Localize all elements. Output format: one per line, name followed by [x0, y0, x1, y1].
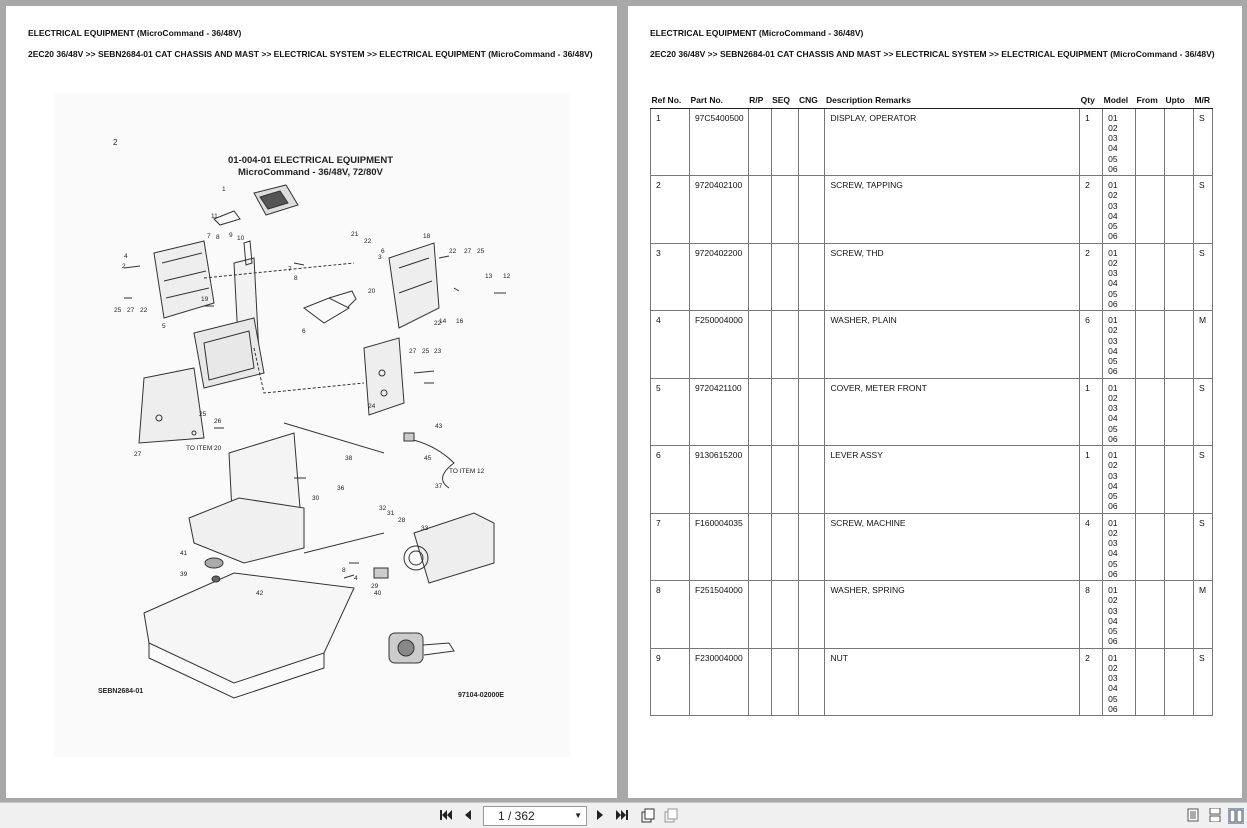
table-row[interactable]	[651, 108, 1213, 176]
cell-model: 01 02 03 04 05 06	[1103, 243, 1136, 311]
table-row[interactable]	[651, 243, 1213, 311]
callout-label: 37	[435, 483, 443, 490]
cell-description: WASHER, SPRING	[825, 581, 1080, 649]
cell-ref: 8	[651, 581, 690, 649]
callout-label: 32	[379, 505, 387, 512]
cell-part-no: 9130615200	[689, 446, 748, 514]
cell-part-no: 9720421100	[689, 378, 748, 446]
col-upto: Upto	[1165, 92, 1194, 108]
cell-seq	[771, 648, 798, 716]
cell-mr: S	[1193, 648, 1212, 716]
callout-label: 19	[201, 296, 209, 303]
breadcrumb: 2EC20 36/48V >> SEBN2684-01 CAT CHASSIS AND MAST >> ELECTRICAL SYSTEM >> ELECTRICAL EQUIPMENT (MicroCommand - 36/48V)	[28, 49, 593, 59]
callout-label: 6	[302, 328, 306, 335]
col-qty: Qty	[1080, 92, 1103, 108]
last-page-icon[interactable]	[614, 808, 630, 824]
cell-upto	[1165, 311, 1194, 379]
cell-ref: 9	[651, 648, 690, 716]
cell-qty: 2	[1080, 176, 1103, 244]
chevron-down-icon: ▼	[574, 811, 582, 820]
two-page-view-icon[interactable]	[1228, 808, 1244, 824]
col-mr: M/R	[1193, 92, 1212, 108]
cell-seq	[771, 108, 798, 176]
cell-model: 01 02 03 04 05 06	[1103, 446, 1136, 514]
callout-label: 25	[477, 248, 485, 255]
col-from: From	[1136, 92, 1165, 108]
callout-label: 8	[216, 234, 220, 241]
callout-label: 22	[449, 248, 457, 255]
callout-label: 45	[424, 455, 432, 462]
callout-label: 23	[434, 348, 442, 355]
callout-label: 22	[140, 307, 148, 314]
table-row[interactable]	[651, 648, 1213, 716]
cell-model: 01 02 03 04 05 06	[1103, 648, 1136, 716]
col-seq: SEQ	[771, 92, 798, 108]
cell-qty: 2	[1080, 648, 1103, 716]
cell-upto	[1165, 446, 1194, 514]
callout-label: TO ITEM 12	[449, 468, 485, 475]
cell-seq	[771, 176, 798, 244]
cell-rp	[748, 108, 771, 176]
cell-part-no: F250004000	[689, 311, 748, 379]
cell-model: 01 02 03 04 05 06	[1103, 311, 1136, 379]
cell-upto	[1165, 108, 1194, 176]
cell-qty: 1	[1080, 446, 1103, 514]
col-cng: CNG	[798, 92, 825, 108]
callout-label: 18	[423, 233, 431, 240]
callout-label: TO ITEM 20	[186, 445, 222, 452]
cell-upto	[1165, 513, 1194, 581]
cell-qty: 8	[1080, 581, 1103, 649]
cell-ref: 3	[651, 243, 690, 311]
cell-from	[1136, 513, 1165, 581]
cell-qty: 1	[1080, 108, 1103, 176]
single-page-view-icon[interactable]	[1186, 808, 1200, 824]
cell-seq	[771, 513, 798, 581]
cell-ref: 1	[651, 108, 690, 176]
cell-model: 01 02 03 04 05 06	[1103, 108, 1136, 176]
table-row[interactable]	[651, 311, 1213, 379]
cell-mr: S	[1193, 378, 1212, 446]
cell-mr: S	[1193, 176, 1212, 244]
cell-rp	[748, 311, 771, 379]
cell-ref: 2	[651, 176, 690, 244]
cell-model: 01 02 03 04 05 06	[1103, 378, 1136, 446]
callout-label: 6	[381, 248, 385, 255]
right-page	[628, 6, 1242, 798]
cell-qty: 4	[1080, 513, 1103, 581]
cell-ref: 7	[651, 513, 690, 581]
cell-part-no: F160004035	[689, 513, 748, 581]
cell-cng	[798, 108, 825, 176]
cell-from	[1136, 581, 1165, 649]
cell-rp	[748, 243, 771, 311]
first-page-icon[interactable]	[438, 808, 454, 824]
cell-part-no: F251504000	[689, 581, 748, 649]
cell-part-no: F230004000	[689, 648, 748, 716]
callout-label: 4	[354, 575, 358, 582]
cell-mr: M	[1193, 311, 1212, 379]
callout-label: 22	[434, 320, 442, 327]
cell-seq	[771, 378, 798, 446]
callout-label: 3	[378, 254, 382, 261]
callout-label: 8	[342, 567, 346, 574]
cell-from	[1136, 446, 1165, 514]
cell-cng	[798, 243, 825, 311]
cell-qty: 2	[1080, 243, 1103, 311]
cell-seq	[771, 446, 798, 514]
cell-cng	[798, 176, 825, 244]
cell-model: 01 02 03 04 05 06	[1103, 176, 1136, 244]
cell-model: 01 02 03 04 05 06	[1103, 581, 1136, 649]
cell-upto	[1165, 176, 1194, 244]
cell-mr: M	[1193, 581, 1212, 649]
cell-rp	[748, 446, 771, 514]
cell-from	[1136, 648, 1165, 716]
callout-label: 42	[256, 590, 264, 597]
left-page	[6, 6, 617, 798]
table-row[interactable]	[651, 513, 1213, 581]
callout-label: 8	[294, 275, 298, 282]
cell-from	[1136, 243, 1165, 311]
table-row[interactable]	[651, 176, 1213, 244]
table-row[interactable]	[651, 378, 1213, 446]
callout-label: 36	[337, 485, 345, 492]
callout-label: 33	[421, 525, 429, 532]
cell-description: SCREW, THD	[825, 243, 1080, 311]
cell-mr: S	[1193, 513, 1212, 581]
cell-qty: 1	[1080, 378, 1103, 446]
cell-upto	[1165, 581, 1194, 649]
callout-label: 13	[485, 273, 493, 280]
page-title: ELECTRICAL EQUIPMENT (MicroCommand - 36/48V)	[28, 28, 242, 38]
doc-code: SEBN2684-01	[98, 688, 144, 695]
next-page-icon[interactable]	[593, 808, 607, 824]
callout-label: 1	[222, 186, 226, 193]
table-header-row	[651, 92, 1213, 108]
breadcrumb: 2EC20 36/48V >> SEBN2684-01 CAT CHASSIS AND MAST >> ELECTRICAL SYSTEM >> ELECTRICAL EQUIPMENT (MicroCommand - 36/48V)	[650, 49, 1215, 59]
fit-page-icon[interactable]	[640, 808, 656, 824]
diagram-subheading: MicroCommand - 36/48V, 72/80V	[238, 167, 383, 178]
callout-label: 40	[374, 590, 382, 597]
callout-label: 2	[122, 263, 126, 270]
cell-model: 01 02 03 04 05 06	[1103, 513, 1136, 581]
cell-seq	[771, 581, 798, 649]
callout-label: 41	[180, 550, 188, 557]
callout-label: 25	[114, 307, 122, 314]
callout-label: 43	[435, 423, 443, 430]
drawing-number: 97104-02000E	[458, 692, 504, 699]
callout-label: 20	[368, 288, 376, 295]
callout-label: 27	[127, 307, 135, 314]
continuous-view-icon[interactable]	[1208, 808, 1222, 824]
cell-from	[1136, 108, 1165, 176]
callout-label: 24	[368, 403, 376, 410]
callout-label: 25	[422, 348, 430, 355]
page-title: ELECTRICAL EQUIPMENT (MicroCommand - 36/48V)	[650, 28, 864, 38]
cell-rp	[748, 648, 771, 716]
parts-table-body	[651, 108, 1213, 716]
callout-label: 16	[456, 318, 464, 325]
page-number-select[interactable]	[483, 806, 587, 826]
cell-seq	[771, 311, 798, 379]
cell-qty: 6	[1080, 311, 1103, 379]
cell-mr: S	[1193, 243, 1212, 311]
cell-description: DISPLAY, OPERATOR	[825, 108, 1080, 176]
cell-part-no: 97C5400500	[689, 108, 748, 176]
cell-upto	[1165, 243, 1194, 311]
cell-from	[1136, 176, 1165, 244]
cell-upto	[1165, 378, 1194, 446]
col-rp: R/P	[748, 92, 771, 108]
callout-label: 29	[371, 583, 379, 590]
cell-rp	[748, 581, 771, 649]
cell-cng	[798, 581, 825, 649]
cell-cng	[798, 513, 825, 581]
callout-label: 26	[214, 418, 222, 425]
callout-label: 7	[207, 233, 211, 240]
callout-label: 7	[288, 266, 292, 273]
cell-ref: 6	[651, 446, 690, 514]
cell-part-no: 9720402200	[689, 243, 748, 311]
callout-label: 28	[398, 517, 406, 524]
cell-cng	[798, 648, 825, 716]
col-ref: Ref No.	[651, 92, 690, 108]
cell-ref: 5	[651, 378, 690, 446]
callout-label: 31	[387, 510, 395, 517]
cell-description: WASHER, PLAIN	[825, 311, 1080, 379]
cell-cng	[798, 311, 825, 379]
diagram-drawing	[54, 93, 570, 757]
callout-label: 12	[503, 273, 511, 280]
cell-rp	[748, 513, 771, 581]
cell-from	[1136, 311, 1165, 379]
callout-label: 21	[351, 231, 359, 238]
callout-label: 14	[439, 318, 447, 325]
callout-label: 27	[134, 451, 142, 458]
parts-table	[650, 92, 1213, 716]
cell-part-no: 9720402100	[689, 176, 748, 244]
callout-label: 22	[364, 238, 372, 245]
table-row[interactable]	[651, 446, 1213, 514]
cell-seq	[771, 243, 798, 311]
callout-label: 30	[312, 495, 320, 502]
fit-width-icon[interactable]	[663, 808, 679, 824]
cell-cng	[798, 446, 825, 514]
cell-mr: S	[1193, 446, 1212, 514]
callout-label: 9	[229, 232, 233, 239]
cell-rp	[748, 176, 771, 244]
sheet-number: 2	[113, 138, 118, 147]
callout-label: 10	[237, 235, 245, 242]
col-description: Description Remarks	[825, 92, 1080, 108]
cell-upto	[1165, 648, 1194, 716]
callout-label: 38	[345, 455, 353, 462]
diagram-heading: 01-004-01 ELECTRICAL EQUIPMENT	[228, 155, 394, 166]
cell-mr: S	[1193, 108, 1212, 176]
cell-ref: 4	[651, 311, 690, 379]
exploded-parts-diagram	[54, 93, 570, 757]
page-indicator: 1 / 362	[498, 809, 535, 823]
col-part-no: Part No.	[689, 92, 748, 108]
callout-label: 5	[162, 323, 166, 330]
cell-rp	[748, 378, 771, 446]
callout-label: 25	[199, 411, 207, 418]
callout-label: 39	[180, 571, 188, 578]
callout-label: 27	[464, 248, 472, 255]
table-row[interactable]	[651, 581, 1213, 649]
cell-description: SCREW, MACHINE	[825, 513, 1080, 581]
cell-description: NUT	[825, 648, 1080, 716]
cell-cng	[798, 378, 825, 446]
callout-label: 4	[124, 253, 128, 260]
cell-description: COVER, METER FRONT	[825, 378, 1080, 446]
col-model: Model	[1103, 92, 1136, 108]
callout-label: 11	[211, 213, 218, 220]
cell-description: SCREW, TAPPING	[825, 176, 1080, 244]
prev-page-icon[interactable]	[461, 808, 475, 824]
callout-label: 27	[409, 348, 417, 355]
cell-from	[1136, 378, 1165, 446]
cell-description: LEVER ASSY	[825, 446, 1080, 514]
viewer-toolbar	[0, 802, 1247, 828]
